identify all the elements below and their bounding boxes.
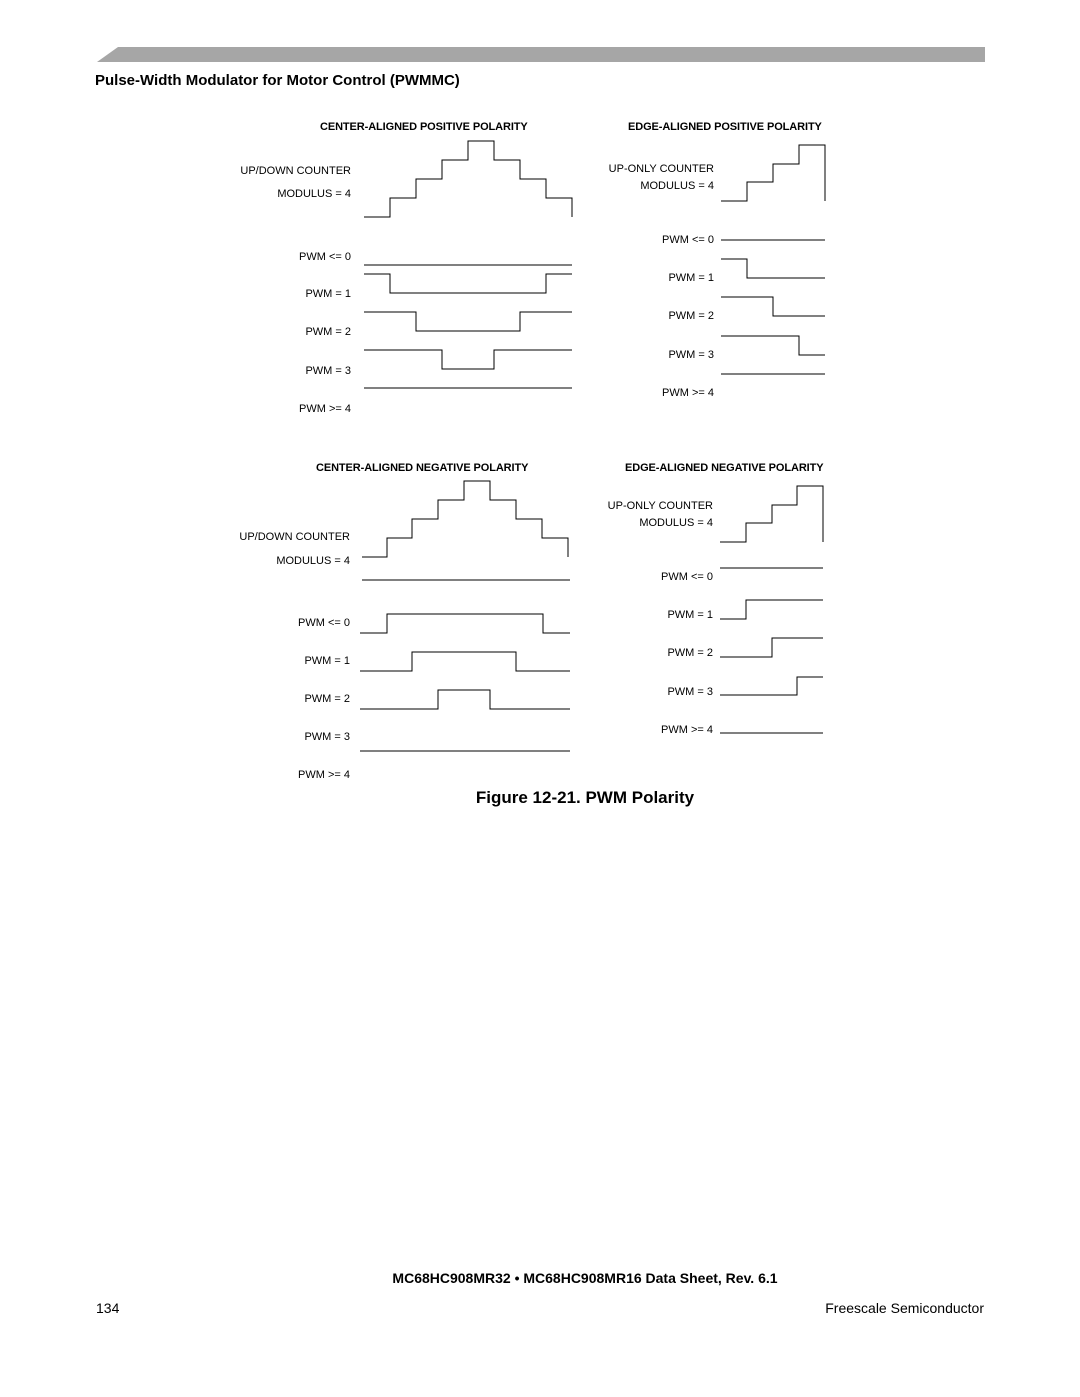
- edge-negative-title: EDGE-ALIGNED NEGATIVE POLARITY: [625, 462, 824, 474]
- en-pwm-label-1: PWM = 1: [667, 609, 713, 621]
- ep-pwm-label-4: PWM >= 4: [662, 387, 714, 399]
- en-pwm-waveform-1: [720, 600, 823, 619]
- ep-pwm-label-1: PWM = 1: [668, 272, 714, 284]
- cn-modulus-label: MODULUS = 4: [276, 555, 350, 567]
- center-positive-title: CENTER-ALIGNED POSITIVE POLARITY: [320, 121, 528, 133]
- cp-pwm-label-0: PWM <= 0: [299, 251, 351, 263]
- cn-pwm-label-0: PWM <= 0: [298, 617, 350, 629]
- ep-pwm-label-3: PWM = 3: [668, 349, 714, 361]
- cn-pwm-label-4: PWM >= 4: [298, 769, 350, 781]
- ep-pwm-waveform-1: [721, 259, 825, 278]
- page-number: 134: [96, 1300, 120, 1316]
- edge-positive-title: EDGE-ALIGNED POSITIVE POLARITY: [628, 121, 822, 133]
- en-pwm-label-2: PWM = 2: [667, 647, 713, 659]
- cp-pwm-waveform-3: [364, 350, 572, 369]
- cn-pwm-label-1: PWM = 1: [304, 655, 350, 667]
- footer-doc-title: MC68HC908MR32 • MC68HC908MR16 Data Sheet, Rev. 6.1: [392, 1270, 778, 1286]
- en-counter-label: UP-ONLY COUNTER: [607, 500, 713, 512]
- en-pwm-waveform-2: [720, 638, 823, 657]
- ep-counter-label: UP-ONLY COUNTER: [608, 163, 714, 175]
- cn-counter-waveform: [362, 481, 568, 557]
- en-pwm-label-4: PWM >= 4: [661, 724, 713, 736]
- cn-pwm-label-3: PWM = 3: [304, 731, 350, 743]
- cn-counter-label: UP/DOWN COUNTER: [239, 531, 350, 543]
- ep-pwm-waveform-2: [721, 297, 825, 316]
- header-bar: [0, 0, 1080, 80]
- en-pwm-label-0: PWM <= 0: [661, 571, 713, 583]
- cp-modulus-label: MODULUS = 4: [277, 188, 351, 200]
- cp-pwm-label-1: PWM = 1: [305, 288, 351, 300]
- section-title: Pulse-Width Modulator for Motor Control (PWMMC): [95, 72, 460, 89]
- cn-pwm-waveform-3: [360, 690, 570, 709]
- en-pwm-waveform-3: [720, 677, 823, 695]
- cn-pwm-waveform-2: [360, 652, 570, 671]
- cn-pwm-label-2: PWM = 2: [304, 693, 350, 705]
- company-name: Freescale Semiconductor: [825, 1300, 984, 1316]
- en-pwm-label-3: PWM = 3: [667, 686, 713, 698]
- cp-pwm-label-4: PWM >= 4: [299, 403, 351, 415]
- cp-pwm-label-3: PWM = 3: [305, 365, 351, 377]
- en-counter-waveform: [720, 486, 823, 542]
- ep-pwm-label-2: PWM = 2: [668, 310, 714, 322]
- cp-pwm-label-2: PWM = 2: [305, 326, 351, 338]
- cp-pwm-waveform-1: [364, 274, 572, 293]
- header-bar-shape: [97, 47, 985, 62]
- cp-pwm-waveform-2: [364, 312, 572, 331]
- ep-modulus-label: MODULUS = 4: [640, 180, 714, 192]
- en-modulus-label: MODULUS = 4: [639, 517, 713, 529]
- cn-pwm-waveform-1: [360, 614, 570, 633]
- center-negative-title: CENTER-ALIGNED NEGATIVE POLARITY: [316, 462, 529, 474]
- cp-counter-label: UP/DOWN COUNTER: [240, 165, 351, 177]
- cp-counter-waveform: [364, 141, 572, 217]
- ep-pwm-label-0: PWM <= 0: [662, 234, 714, 246]
- figure-caption: Figure 12-21. PWM Polarity: [475, 788, 695, 807]
- ep-pwm-waveform-3: [721, 336, 825, 355]
- ep-counter-waveform: [721, 145, 825, 201]
